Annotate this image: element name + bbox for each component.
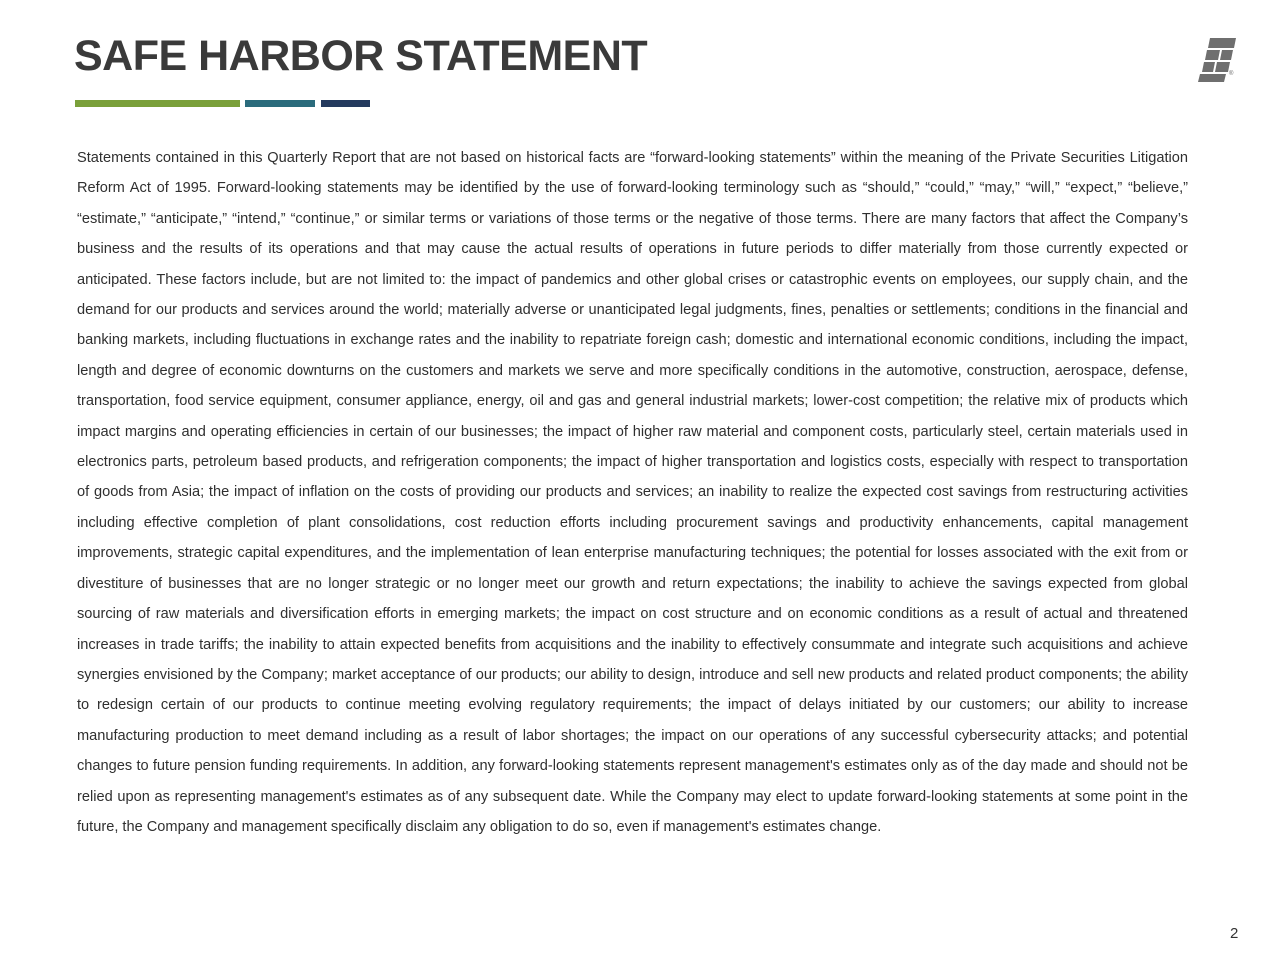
title-accent-bar-green [75,100,240,107]
title-accent-bar-teal [245,100,315,107]
page-title: SAFE HARBOR STATEMENT [74,32,648,80]
page-number: 2 [1230,925,1239,942]
registered-mark: ® [1229,71,1234,77]
safe-harbor-body-text: Statements contained in this Quarterly Report that are not based on historical facts are “forward-looking statements” within the meaning of the Private Securities Litigation Reform Act of 1995. Forward-looking statements may be identified by the use of forward-looking terminology such as “should,” “could,” “may,” “will,” “expect,” “believe,” “estimate,” “anticipate,” “intend,” “continue,” or similar terms or variations of those terms or the negative of those terms. There are many factors that affect the Company’s business and the results of its operations and that may cause the actual results of operations in future periods to differ materially from those currently expected or anticipated. These factors include, but are not limited to: the impact of pandemics and other global crises or catastrophic events on employees, our supply chain, and the demand for our products and services around the world; materially adverse or unanticipated legal judgments, fines, penalties or settlements; conditions in the financial and banking markets, including fluctuations in exchange rates and the inability to repatriate foreign cash; domestic and international economic conditions, including the impact, length and degree of economic downturns on the customers and markets we serve and more specifically conditions in the automotive, construction, aerospace, defense, transportation, food service equipment, consumer appliance, energy, oil and gas and general industrial markets; lower-cost competition; the relative mix of products which impact margins and operating efficiencies in certain of our businesses; the impact of higher raw material and component costs, particularly steel, certain materials used in electronics parts, petroleum based products, and refrigeration components; the impact of higher transportation and logistics costs, especially with respect to transportation of goods from Asia; the impact of inflation on the costs of providing our products and services; an inability to realize the expected cost savings from restructuring activities including effective completion of plant consolidations, cost reduction efforts including procurement savings and productivity enhancements, capital management improvements, strategic capital expenditures, and the implementation of lean enterprise manufacturing techniques; the potential for losses associated with the exit from or divestiture of businesses that are no longer strategic or no longer meet our growth and return expectations; the inability to achieve the savings expected from global sourcing of raw materials and diversification efforts in emerging markets; the impact on cost structure and on economic conditions as a result of actual and threatened increases in trade tariffs; the inability to attain expected benefits from acquisitions and the inability to effectively consummate and integrate such acquisitions and achieve synergies envisioned by the Company; market acceptance of our products; our ability to design, introduce and sell new products and related product components; the ability to redesign certain of our products to continue meeting evolving regulatory requirements; the impact of delays initiated by our customers; our ability to increase manufacturing production to meet demand including as a result of labor shortages; the impact on our operations of any successful cybersecurity attacks; and potential changes to future pension funding requirements. In addition, any forward-looking statements represent management's estimates only as of the day made and should not be relied upon as representing management's estimates as of any subsequent date. While the Company may elect to update forward-looking statements at some point in the future, the Company and management specifically disclaim any obligation to do so, even if management's estimates change. [77,150,1188,835]
title-accent-bar-navy [321,100,370,107]
